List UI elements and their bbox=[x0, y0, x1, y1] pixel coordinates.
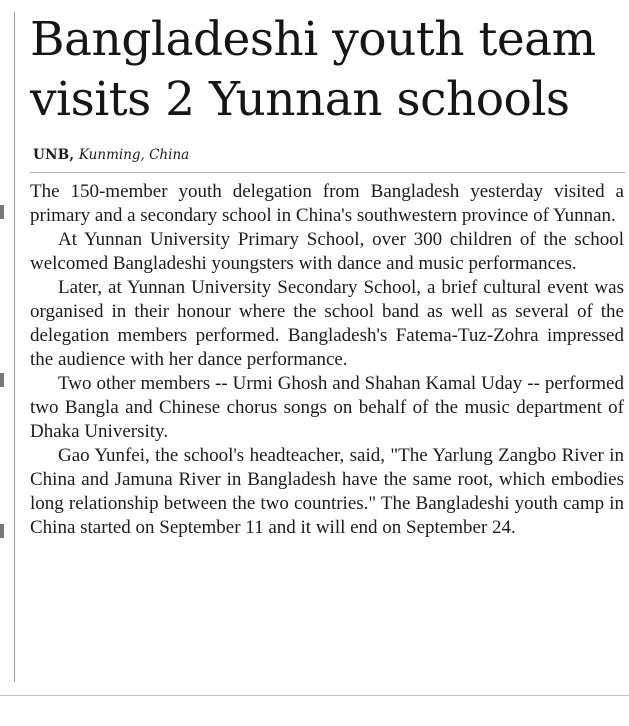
article-paragraph: Two other members -- Urmi Ghosh and Shahan Kamal Uday -- performed two Bangla and Chinese chorus songs on behalf of the music department of Dhaka University. bbox=[30, 373, 624, 442]
headline-line-1: Bangladeshi youth team bbox=[30, 12, 596, 67]
article-body bbox=[30, 180, 624, 540]
article-paragraph: At Yunnan University Primary School, over 300 children of the school welcomed Bangladeshi youngsters with dance and music performances. bbox=[30, 229, 624, 274]
article-headline bbox=[30, 10, 625, 130]
byline-agency: UNB, bbox=[33, 147, 75, 163]
column-tick-mark bbox=[0, 524, 4, 538]
column-rule-left bbox=[14, 12, 15, 682]
column-tick-mark bbox=[0, 373, 4, 387]
article-byline bbox=[33, 146, 189, 164]
headline-line-2: visits 2 Yunnan schools bbox=[30, 72, 570, 127]
byline-dateline: Kunming, China bbox=[78, 147, 190, 163]
article-paragraph: Gao Yunfei, the school's headteacher, said, "The Yarlung Zangbo River in China and Jamuna River in Bangladesh have the same root, which embodies long relationship between the two countries." The Bangladeshi youth camp in China started on September 11 and it will end on September 24. bbox=[30, 445, 624, 538]
article-paragraph: Later, at Yunnan University Secondary School, a brief cultural event was organised in their honour where the school band as well as several of the delegation members performed. Bangladesh's Fatema-Tuz-Zohra impressed the audience with her dance performance. bbox=[30, 277, 624, 370]
page-bottom-rule bbox=[0, 695, 629, 696]
article-paragraph: The 150-member youth delegation from Bangladesh yesterday visited a primary and a secondary school in China's southwestern province of Yunnan. bbox=[30, 181, 624, 226]
column-tick-mark bbox=[0, 205, 4, 219]
byline-divider bbox=[30, 172, 625, 173]
